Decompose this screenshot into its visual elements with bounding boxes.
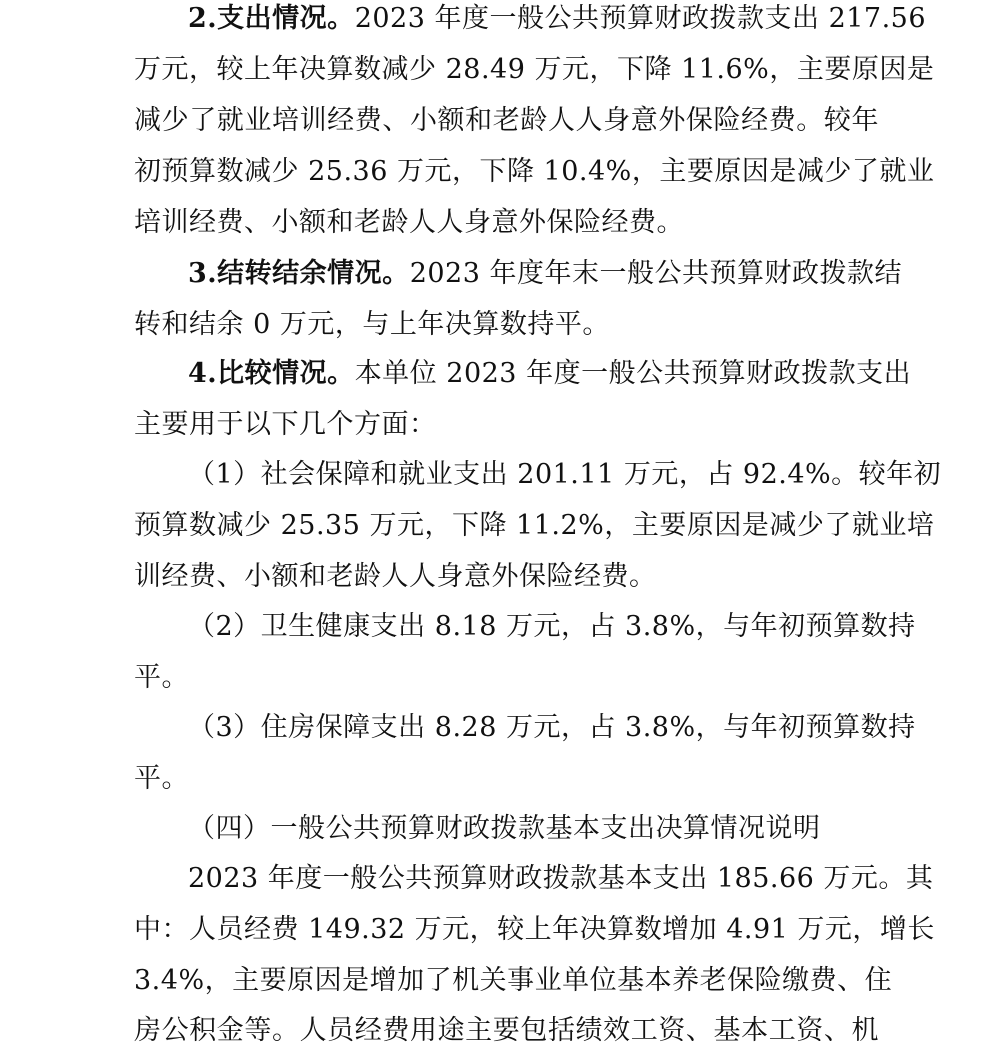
paragraph-2-line-3: 减少了就业培训经费、小额和老龄人人身意外保险经费。较年	[134, 105, 879, 136]
paragraph-2-line-2: 万元，较上年决算数减少 28.49 万元，下降 11.6%，主要原因是	[134, 54, 935, 85]
paragraph-3-line-2: 转和结余 0 万元，与上年决算数持平。	[134, 309, 610, 340]
section-4-title: （四）一般公共预算财政拨款基本支出决算情况说明	[188, 813, 821, 844]
paragraph-4-text: 本单位 2023 年度一般公共预算财政拨款支出	[354, 358, 912, 389]
paragraph-2-text: 2023 年度一般公共预算财政拨款支出 217.56	[354, 3, 927, 34]
paragraph-5-line-2: 中：人员经费 149.32 万元，较上年决算数增加 4.91 万元，增长	[134, 914, 935, 945]
paragraph-2-line-5: 培训经费、小额和老龄人人身意外保险经费。	[134, 207, 684, 238]
item-1-line-2: 预算数减少 25.35 万元，下降 11.2%，主要原因是减少了就业培	[134, 510, 935, 541]
item-2-line-1: （2）卫生健康支出 8.18 万元，占 3.8%，与年初预算数持	[188, 611, 916, 642]
paragraph-3-line-1	[188, 257, 902, 291]
paragraph-3-heading: 3.结转结余情况。	[188, 258, 410, 289]
paragraph-4-line-1	[188, 357, 912, 391]
paragraph-5-line-1: 2023 年度一般公共预算财政拨款基本支出 185.66 万元。其	[188, 863, 934, 894]
item-2-line-2: 平。	[134, 662, 189, 693]
paragraph-5-line-3: 3.4%，主要原因是增加了机关事业单位基本养老保险缴费、住	[134, 965, 893, 996]
paragraph-4-line-2: 主要用于以下几个方面：	[134, 409, 437, 440]
paragraph-2-heading: 2.支出情况。	[188, 3, 355, 34]
paragraph-4-heading: 4.比较情况。	[188, 358, 355, 389]
paragraph-2-line-1	[188, 2, 927, 36]
paragraph-3-text: 2023 年度年末一般公共预算财政拨款结	[409, 258, 902, 289]
item-3-line-1: （3）住房保障支出 8.28 万元，占 3.8%，与年初预算数持	[188, 712, 916, 743]
paragraph-2-line-4: 初预算数减少 25.36 万元，下降 10.4%，主要原因是减少了就业	[134, 156, 935, 187]
item-3-line-2: 平。	[134, 763, 189, 794]
paragraph-5-line-4: 房公积金等。人员经费用途主要包括绩效工资、基本工资、机	[134, 1015, 879, 1046]
item-1-line-3: 训经费、小额和老龄人人身意外保险经费。	[134, 561, 657, 592]
item-1-line-1: （1）社会保障和就业支出 201.11 万元，占 92.4%。较年初	[188, 459, 942, 490]
